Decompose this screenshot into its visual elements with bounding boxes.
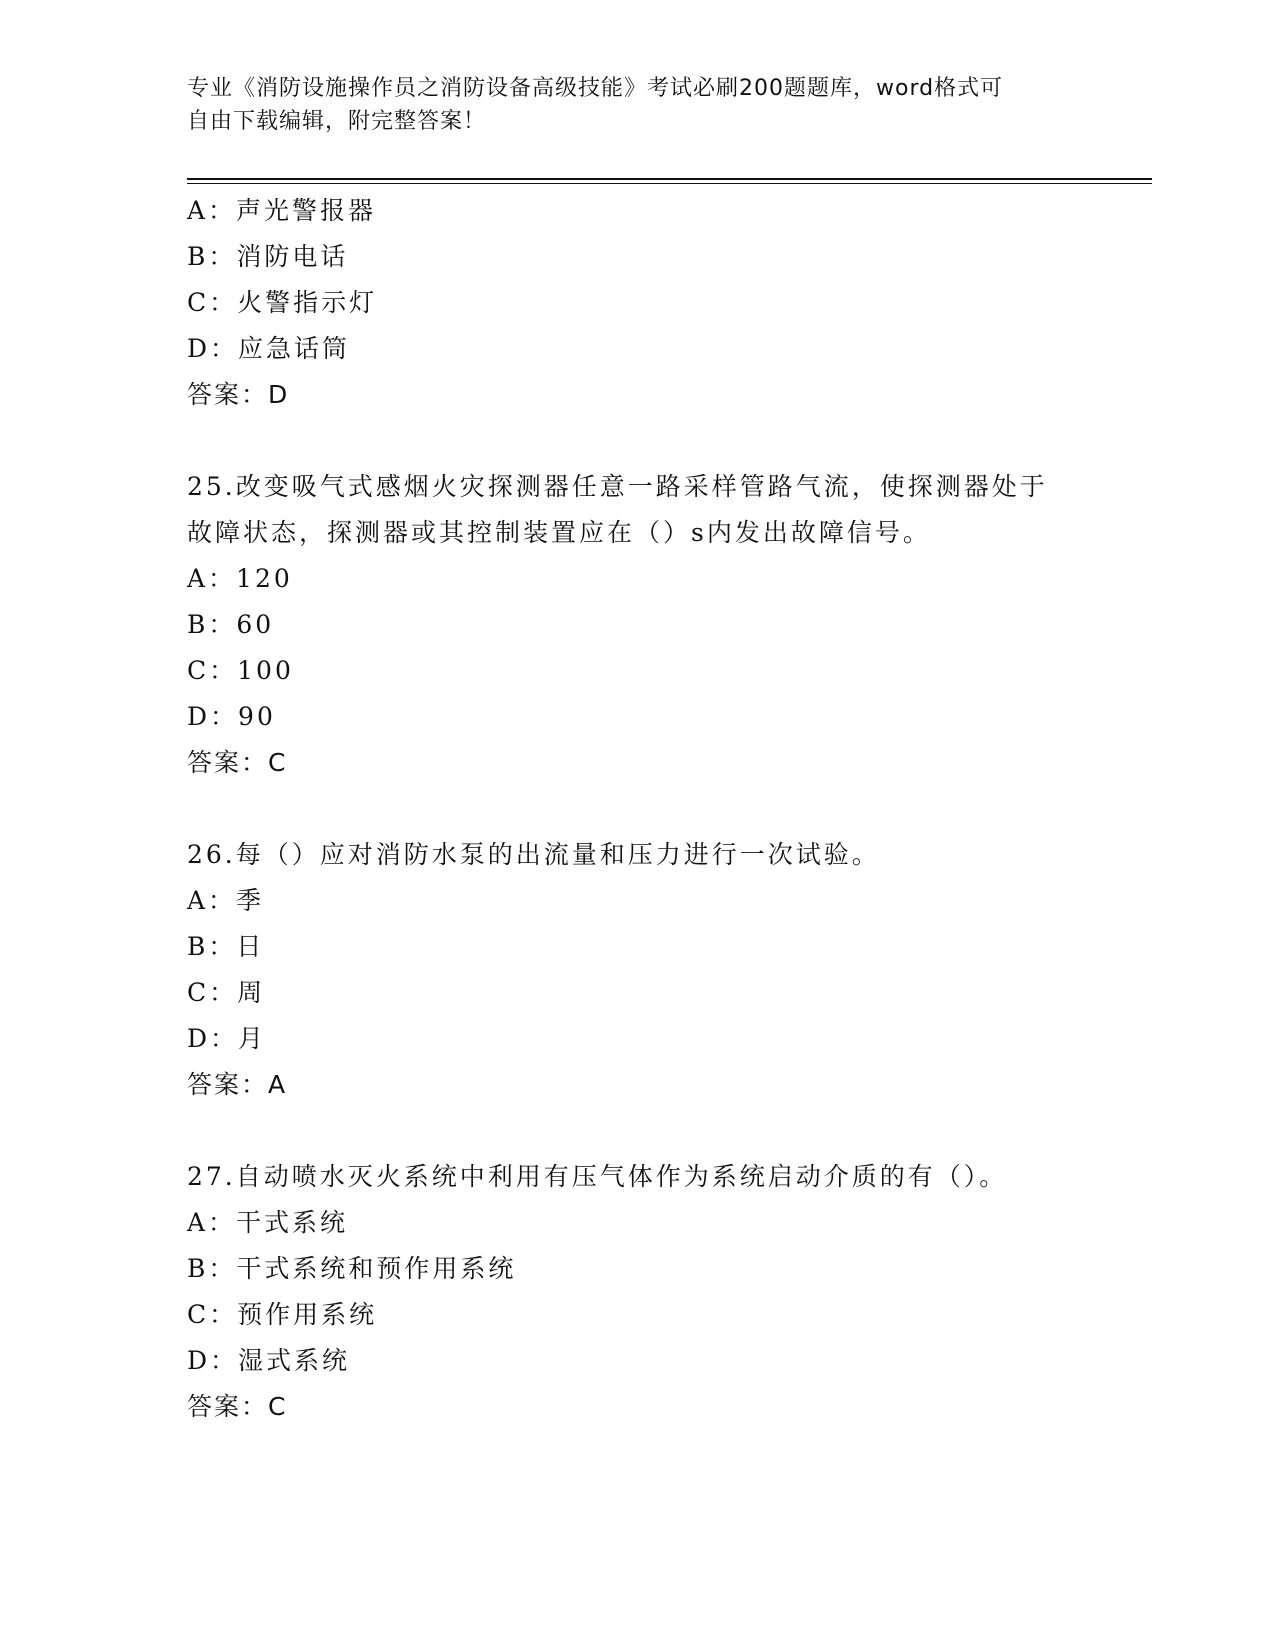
question-26	[187, 832, 1187, 1108]
answer-line: 答案：C	[187, 748, 288, 777]
option-d: D：湿式系统	[187, 1346, 351, 1375]
answer-line: 答案：C	[187, 1392, 288, 1421]
option-a: A：120	[187, 564, 293, 593]
option-d: D：90	[187, 702, 276, 731]
question-24-continued	[187, 188, 1187, 418]
option-b: B：日	[187, 932, 265, 961]
option-d: D：月	[187, 1024, 267, 1053]
option-b: B：消防电话	[187, 242, 349, 271]
header-divider-thin	[187, 183, 1152, 184]
document-title-line-1: 专业《消防设施操作员之消防设备高级技能》考试必刷200题题库，word格式可	[187, 76, 1004, 101]
answer-line: 答案：A	[187, 1070, 288, 1099]
spacer	[187, 1108, 1187, 1154]
header-divider-thick	[187, 178, 1152, 180]
option-a: A：季	[187, 886, 265, 915]
question-27	[187, 1154, 1187, 1430]
question-list	[187, 188, 1187, 1430]
document-header	[187, 72, 1067, 138]
question-stem: 27.自动喷水灭火系统中利用有压气体作为系统启动介质的有（）。	[187, 1162, 1008, 1191]
option-d: D：应急话筒	[187, 334, 351, 363]
answer-line: 答案：D	[187, 380, 290, 409]
option-c: C：100	[187, 656, 294, 685]
option-a: A：干式系统	[187, 1208, 349, 1237]
spacer	[187, 418, 1187, 464]
option-a: A：声光警报器	[187, 196, 377, 225]
question-stem: 25.改变吸气式感烟火灾探测器任意一路采样管路气流，使探测器处于	[187, 472, 1048, 501]
option-c: C：周	[187, 978, 266, 1007]
question-stem: 26.每（）应对消防水泵的出流量和压力进行一次试验。	[187, 840, 880, 869]
question-stem-continued: 故障状态，探测器或其控制装置应在（）s内发出故障信号。	[187, 518, 931, 547]
spacer	[187, 786, 1187, 832]
option-b: B：60	[187, 610, 275, 639]
option-c: C：预作用系统	[187, 1300, 378, 1329]
option-c: C：火警指示灯	[187, 288, 378, 317]
option-b: B：干式系统和预作用系统	[187, 1254, 517, 1283]
question-25	[187, 464, 1187, 786]
document-title-line-2: 自由下载编辑，附完整答案！	[187, 109, 487, 134]
